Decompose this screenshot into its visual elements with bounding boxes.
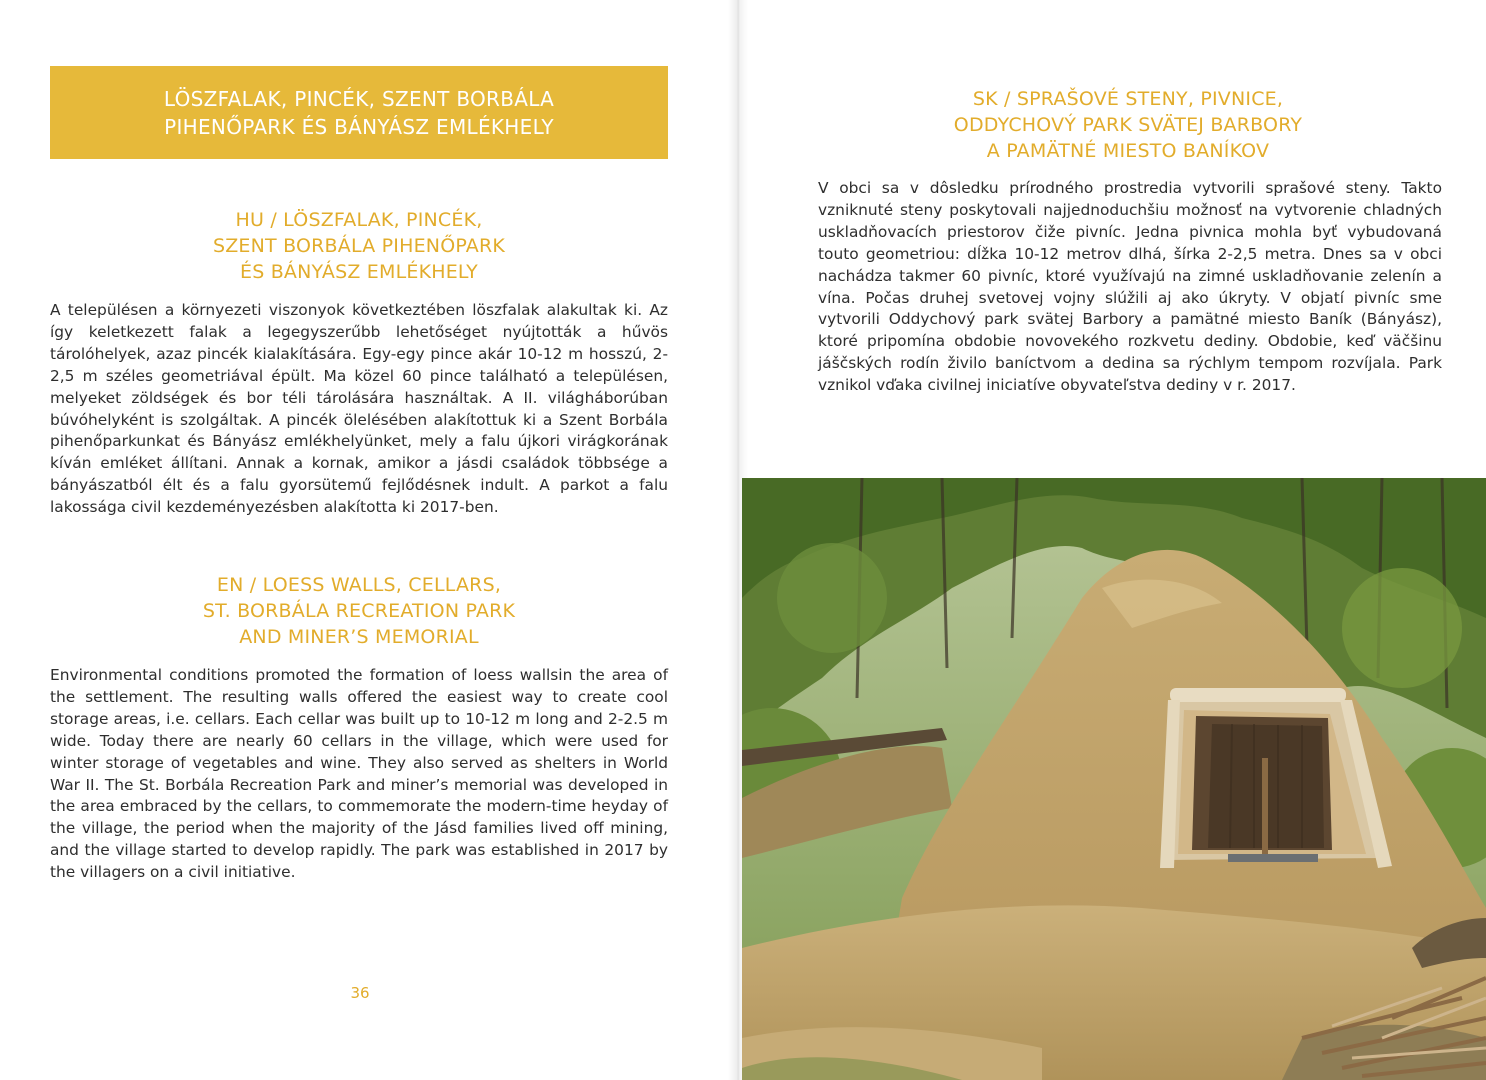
en-heading-line-3: AND MINER’S MEMORIAL: [239, 626, 479, 648]
hu-paragraph: A településen a környezeti viszonyok következtében löszfalak alakultak ki. Az így keletkezett falak a legegyszerűbb lehetőséget nyújtották a hűvös tárolóhelyek, azaz pincék kialakítására. Egy-egy pince akár 10-12 m hosszú, 2-2,5 m széles geometriával épült. Ma közel 60 pince található a településen, melyeket zöldségek és bor téli tárolására használtak. A II. világháborúban búvóhelyként is szolgáltak. A pincék ölelésében alakítottuk ki a Szent Borbála pihenőparkunkat és Bányász emlékhelyünket, mely a falu újkori virágkorának kíván emléket állítani. Annak a kornak, amikor a jásdi családok többsége a bányászatból élt és a falu gyorsütemű fejlődésnek indult. A parkot a falu lakossága civil kezdeményezésben alakította ki 2017-ben.: [50, 301, 668, 517]
hu-heading-line-1: HU / LÖSZFALAK, PINCÉK,: [235, 209, 483, 231]
cellar-photo: [742, 478, 1486, 1080]
left-page: [0, 0, 738, 1080]
hu-section-heading: [50, 207, 668, 285]
en-paragraph: Environmental conditions promoted the formation of loess wallsin the area of the settlement. The resulting walls offered the easiest way to create cool storage areas, i.e. cellars. Each cellar was built up to 10-12 m long and 2-2.5 m wide. Today there are nearly 60 cellars in the village, which were used for winter storage of vegetables and wine. They also served as shelters in World War II. The St. Borbála Recreation Park and miner’s memorial was developed in the area embraced by the cellars, to commemorate the modern-time heyday of the village, the period when the majority of the Jásd families lived off mining, and the village started to develop rapidly. The park was established in 2017 by the villagers on a civil initiative.: [50, 666, 668, 882]
banner-title-line-1: LÖSZFALAK, PINCÉK, SZENT BORBÁLA: [163, 86, 555, 111]
sk-heading-line-2: ODDYCHOVÝ PARK SVÄTEJ BARBORY: [953, 114, 1303, 136]
title-banner: [50, 66, 668, 159]
en-heading-line-1: EN / LOESS WALLS, CELLARS,: [216, 574, 502, 596]
sk-section-heading: [818, 86, 1438, 164]
hu-heading-line-3: ÉS BÁNYÁSZ EMLÉKHELY: [239, 261, 478, 283]
banner-title-line-2: PIHENŐPARK ÉS BÁNYÁSZ EMLÉKHELY: [164, 114, 554, 139]
sk-heading-line-3: A PAMÄTNÉ MIESTO BANÍKOV: [986, 140, 1270, 162]
cellar-photo-illustration: [742, 478, 1486, 1080]
page-number: 36: [350, 984, 370, 1002]
sk-paragraph: V obci sa v dôsledku prírodného prostredia vytvorili sprašové steny. Takto vzniknuté steny poskytovali najjednoduchšiu možnosť na vytvorenie chladných uskladňovacích priestorov čiže pivníc. Jedna pivnica mohla byť vybudovaná touto geometriou: dĺžka 10-12 metrov dlhá, šírka 2-2,5 metra. Dnes sa v obci nachádza takmer 60 pivníc, ktoré využívajú na zimné uskladňovanie zelenín a vína. Počas druhej svetovej vojny slúžili aj ako úkryty. V objatí pivníc sme vytvorili Oddychový park svätej Barbory a pamätné miesto Baník (Bányász), ktoré pripomína obdobie novovekého rozkvetu dediny. Obdobie, keď väčšinu jáščských rodín živilo baníctvom a dedina sa rýchlym tempom rozvíjala. Park vznikol vďaka civilnej iniciatíve obyvateľstva dediny v r. 2017.: [818, 179, 1442, 395]
sk-heading-line-1: SK / SPRAŠOVÉ STENY, PIVNICE,: [972, 88, 1284, 110]
hu-heading-line-2: SZENT BORBÁLA PIHENŐPARK: [212, 235, 506, 257]
en-heading-line-2: ST. BORBÁLA RECREATION PARK: [202, 600, 516, 622]
en-section-heading: [50, 572, 668, 650]
